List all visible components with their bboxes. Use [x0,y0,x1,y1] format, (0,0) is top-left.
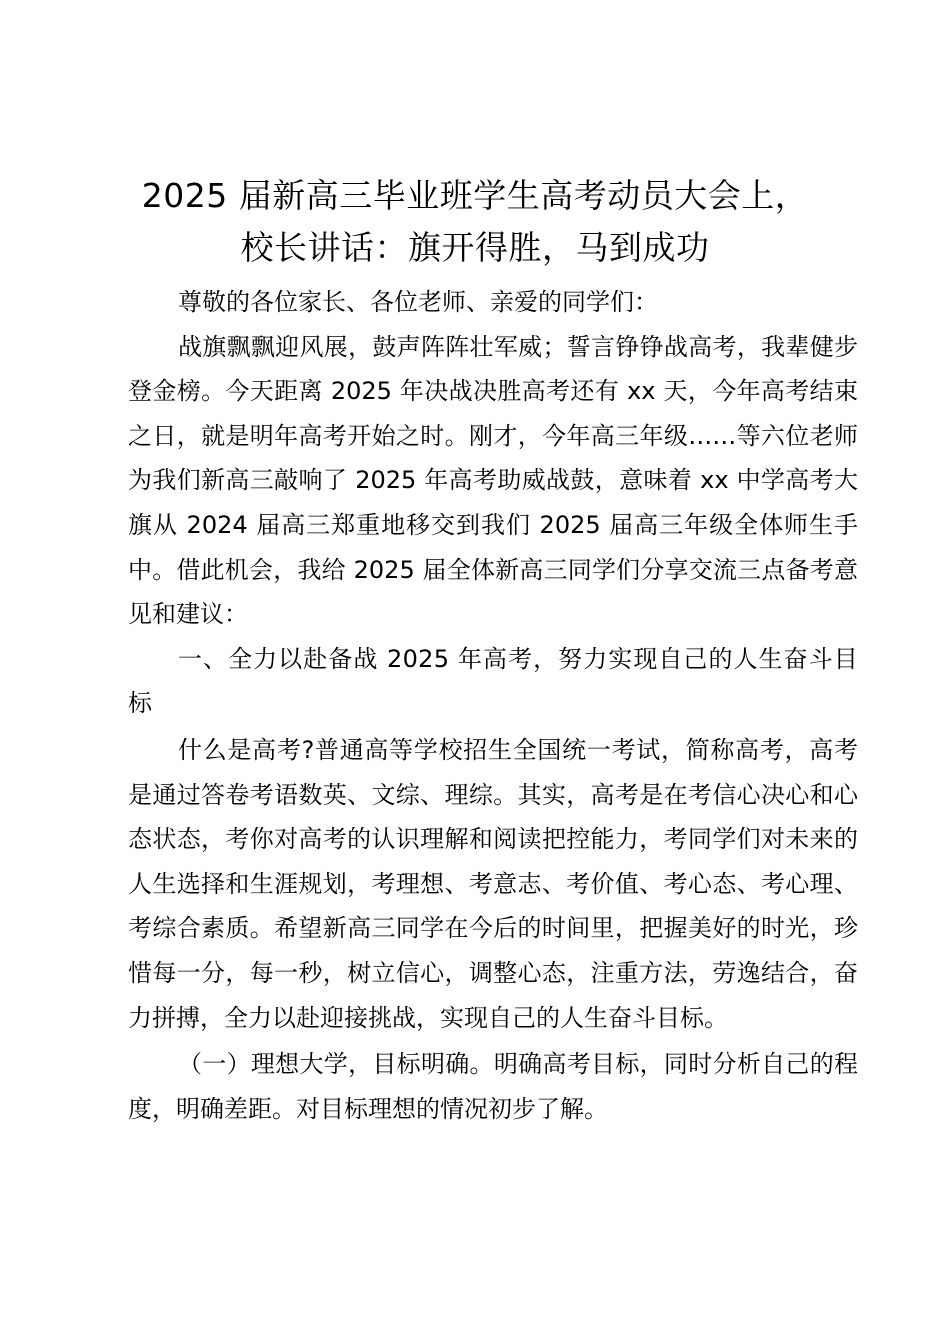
section-heading-1: 一、全力以赴备战 2025 年高考，努力实现自己的人生奋斗目标 [128,644,858,718]
subsection-paragraph-1: （一）理想大学，目标明确。明确高考目标，同时分析自己的程度，明确差距。对目标理想的情况初步了解。 [128,1050,858,1123]
document-title-line-2: 校长讲话：旗开得胜，马到成功 [240,228,710,267]
body-paragraph-2: 什么是高考?普通高等学校招生全国统一考试，简称高考，高考是通过答卷考语数英、文综、理综。其实，高考是在考信心决心和心态状态，考你对高考的认识理解和阅读把控能力，考同学们对未来的人生选择和生涯规划，考理想、考意志、考价值、考心态、考心理、考综合素质。希望新高三同学在今后的时间里，把握美好的时光，珍惜每一分，每一秒，树立信心，调整心态，注重方法，劳逸结合，奋力拼搏，全力以赴迎接挑战，实现自己的人生奋斗目标。 [128,735,858,1032]
body-paragraph-1: 战旗飘飘迎风展，鼓声阵阵壮军威；誓言铮铮战高考，我辈健步登金榜。今天距离 2025 年决战决胜高考还有 xx 天，今年高考结束之日，就是明年高考开始之时。刚才，今年高三年级……等六位老师为我们新高三敲响了 2025 年高考助威战鼓，意味着 xx 中学高考大旗从 2024 届高三郑重地移交到我们 2025 届高三年级全体师生手中。借此机会，我给 2025 届全体新高三同学们分享交流三点备考意见和建议： [128,332,858,629]
document-title-line-1: 2025 届新高三毕业班学生高考动员大会上， [141,176,809,215]
document-body [128,280,858,1131]
greeting-paragraph: 尊敬的各位家长、各位老师、亲爱的同学们： [178,288,658,316]
